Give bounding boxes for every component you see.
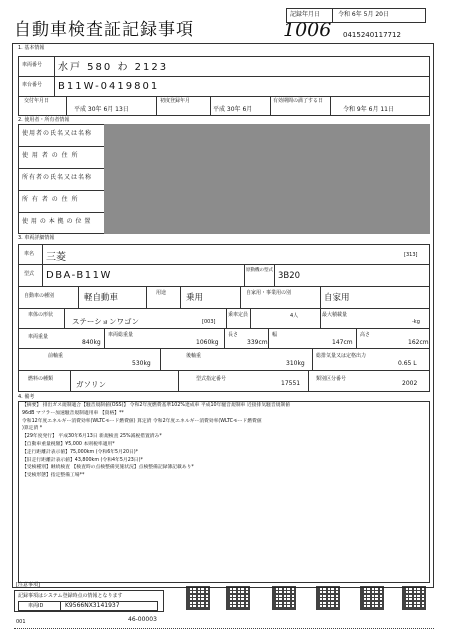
issue-date: 平成 30年 6月 13日 (74, 106, 129, 113)
handwritten-number: 1006 (283, 19, 332, 41)
first-reg: 平成 30年 6月 (213, 106, 253, 113)
front-axle: 530kg (132, 360, 151, 367)
capacity-label: 乗車定員 (228, 312, 249, 318)
front-axle-label: 前軸重 (48, 353, 64, 359)
page-mid: 46-00003 (128, 616, 157, 623)
length-label: 長さ (228, 332, 239, 338)
reg-no-label: 車両番号 (22, 62, 43, 68)
remark-line: 【自動車重量税額】¥5,000 本則税率適用* (22, 441, 115, 447)
width: 147cm (332, 339, 353, 346)
length: 339cm (247, 339, 268, 346)
redaction-block (104, 124, 430, 234)
remark-line: 【旧走行距離計表示値】43,800km (令和4年5月23日)* (22, 457, 143, 463)
gross-label: 車両総重量 (108, 332, 134, 338)
gross-weight: 1060kg (196, 339, 219, 346)
note-text: 記録事項はシステム登録時点の情報となります (18, 593, 123, 599)
remark-line: 96dB マフラー加速騒音規制適用車 【資格】** (22, 410, 124, 416)
remark-line: 【受検形態】指定整備工場** (22, 473, 85, 479)
note-label: [注意事項] (16, 582, 40, 588)
issue-label: 交付年月日 (24, 98, 50, 104)
type-no: 17551 (281, 380, 301, 387)
remark-line: 【29年度発行】 平成30年6月13日 新規検査 25%減税措置済み* (22, 434, 162, 440)
record-date-label: 記録年月日 (290, 11, 321, 18)
qr-code (186, 586, 210, 610)
remark-line: 【走行距離計表示値】75,000km (令和6年5月20日)* (22, 449, 139, 455)
use-label: 用途 (156, 290, 167, 296)
max-load-label: 最大積載量 (322, 312, 348, 318)
first-reg-label: 初度登録年月 (160, 98, 191, 104)
model-label: 型式 (24, 271, 35, 277)
rear-axle-label: 後軸重 (186, 353, 202, 359)
remark-line: 【摘要】 排出ガス規制適合【騒音規制値(OSS)】 令和2年度燃費基準102%達成車 平成10年騒音規制車 近接排気騒音規制値 (22, 403, 291, 408)
remarks-block (22, 404, 426, 482)
vid: K9566NX3141937 (65, 602, 120, 609)
class-no: 2002 (402, 380, 418, 387)
engine-label: 原動機の型式 (246, 268, 273, 273)
body-code: [003] (202, 319, 216, 325)
base-location-label: 使 用 の 本 拠 の 位 置 (22, 218, 91, 225)
doc-number: 0415240117712 (343, 31, 401, 39)
user-address-label: 使 用 者 の 住 所 (22, 152, 79, 159)
vehicle-type: 軽自動車 (84, 293, 119, 303)
qr-code (226, 586, 250, 610)
qr-code (360, 586, 384, 610)
engine: 3B20 (278, 271, 301, 281)
user-name-label: 使用者の氏名又は名称 (22, 130, 93, 137)
reg-no: 水戸 580 わ 2123 (58, 62, 169, 73)
body-shape: ステーションワゴン (72, 317, 140, 326)
expiry-label: 有効期間の満了する日 (273, 98, 324, 104)
capacity: 4人 (290, 313, 299, 319)
max-load: -kg (412, 319, 420, 325)
section1-heading: 1. 基本情報 (18, 45, 45, 51)
model: DBA-B11W (46, 270, 112, 281)
qr-code (402, 586, 426, 610)
private-label: 自家用・事業用の別 (246, 290, 292, 296)
remark-line: 【受検種別】継続検査 【検査時の点検整備実施状況】点検整備記録簿記載あり* (22, 465, 194, 471)
type-no-label: 型式指定番号 (196, 376, 227, 382)
document-title: 自動車検査証記録事項 (14, 20, 194, 40)
chassis-label: 車台番号 (22, 82, 43, 88)
record-date: 令和 6年 5月 20日 (338, 11, 389, 18)
qr-code (272, 586, 296, 610)
rear-axle: 310kg (286, 360, 305, 367)
class-no-label: 類別区分番号 (316, 376, 347, 382)
height-label: 高さ (360, 332, 371, 338)
owner-address-label: 所 有 者 の 住 所 (22, 196, 79, 203)
maker: 三菱 (46, 252, 66, 263)
remark-line: 令和12年度エネルギー消費効率(WLTCモード燃費値) 算定済 令和2年度エネルギー消費効率(WLTCモード燃費値 (22, 418, 262, 424)
qr-code (316, 586, 340, 610)
maker-label: 車名 (24, 251, 35, 257)
fuel-label: 燃料の種類 (28, 376, 54, 382)
height: 162cm (408, 339, 429, 346)
width-label: 幅 (272, 332, 278, 338)
weight-label: 車両重量 (28, 334, 49, 340)
section4-heading: 4. 備考 (18, 394, 35, 400)
page-left: 001 (16, 619, 26, 625)
vehicle-type-label: 自動車の種別 (24, 293, 55, 299)
vid-label: 車両ID (28, 603, 44, 609)
section3-heading: 3. 車両詳細情報 (18, 235, 55, 241)
owner-name-label: 所有者の氏名又は名称 (22, 174, 93, 181)
weight: 840kg (82, 339, 101, 346)
remark-line: )算定済 * (22, 426, 43, 432)
fuel: ガソリン (76, 380, 106, 389)
use: 乗用 (186, 293, 204, 303)
section2-heading: 2. 使用者・所有者情報 (18, 117, 70, 123)
body-label: 車体の形状 (28, 312, 54, 318)
private: 自家用 (324, 293, 350, 303)
chassis: B11W-0419801 (58, 81, 160, 92)
displacement: 0.65 L (398, 360, 417, 367)
maker-code: [313] (404, 252, 418, 258)
displacement-label: 総排気量又は定格出力 (316, 353, 367, 359)
expiry-date: 令和 9年 6月 11日 (343, 106, 394, 113)
